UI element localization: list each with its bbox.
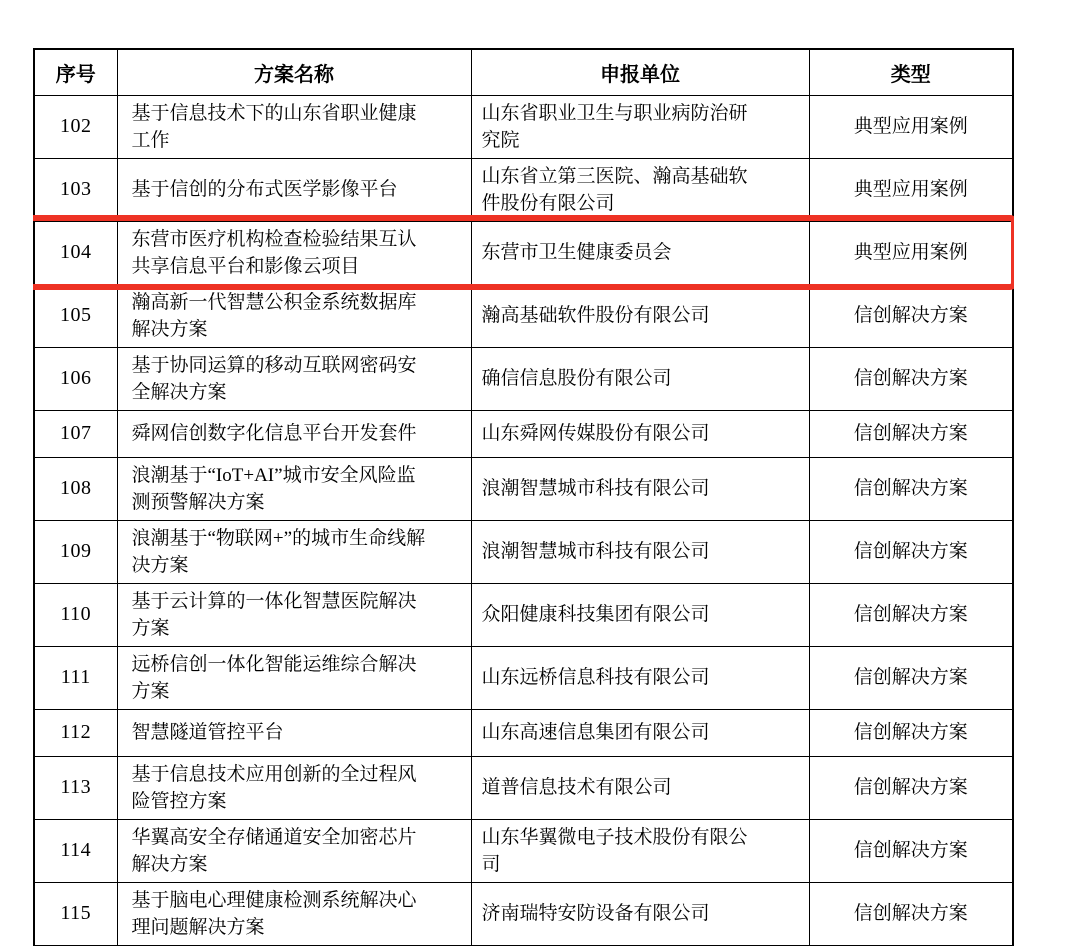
table-container: [33, 48, 1014, 946]
cell-seq: 105: [34, 284, 117, 347]
cell-name: 基于协同运算的移动互联网密码安全解决方案: [117, 347, 471, 410]
cell-name: 远桥信创一体化智能运维综合解决方案: [117, 646, 471, 709]
cell-seq: 106: [34, 347, 117, 410]
table-row: [34, 583, 1013, 646]
cell-seq: 102: [34, 95, 117, 158]
cell-type: 典型应用案例: [809, 95, 1013, 158]
cell-org: 东营市卫生健康委员会: [471, 221, 809, 284]
table-row: [34, 819, 1013, 882]
cell-org: 山东远桥信息科技有限公司: [471, 646, 809, 709]
col-header-name: 方案名称: [117, 49, 471, 95]
cell-name: 浪潮基于“物联网+”的城市生命线解决方案: [117, 520, 471, 583]
cell-seq: 115: [34, 882, 117, 945]
cell-seq: 108: [34, 457, 117, 520]
cell-type: 信创解决方案: [809, 882, 1013, 945]
cell-org: 道普信息技术有限公司: [471, 756, 809, 819]
cell-name: 瀚高新一代智慧公积金系统数据库解决方案: [117, 284, 471, 347]
table-row: [34, 95, 1013, 158]
cell-name: 智慧隧道管控平台: [117, 709, 471, 756]
cell-seq: 112: [34, 709, 117, 756]
cell-org: 山东舜网传媒股份有限公司: [471, 410, 809, 457]
table-row: [34, 284, 1013, 347]
cell-seq: 103: [34, 158, 117, 221]
cell-seq: 113: [34, 756, 117, 819]
cell-org: 山东华翼微电子技术股份有限公司: [471, 819, 809, 882]
table-row: [34, 158, 1013, 221]
cell-name: 基于云计算的一体化智慧医院解决方案: [117, 583, 471, 646]
plans-table: [33, 48, 1014, 946]
cell-name: 基于信息技术应用创新的全过程风险管控方案: [117, 756, 471, 819]
cell-type: 信创解决方案: [809, 284, 1013, 347]
cell-org: 众阳健康科技集团有限公司: [471, 583, 809, 646]
table-row: [34, 709, 1013, 756]
table-row: [34, 520, 1013, 583]
table-row: [34, 347, 1013, 410]
cell-name: 基于信创的分布式医学影像平台: [117, 158, 471, 221]
cell-name: 基于信息技术下的山东省职业健康工作: [117, 95, 471, 158]
cell-type: 信创解决方案: [809, 520, 1013, 583]
cell-seq: 104: [34, 221, 117, 284]
cell-seq: 110: [34, 583, 117, 646]
cell-seq: 114: [34, 819, 117, 882]
table-row-highlighted: [34, 221, 1013, 284]
cell-name: 基于脑电心理健康检测系统解决心理问题解决方案: [117, 882, 471, 945]
table-row: [34, 410, 1013, 457]
cell-type: 信创解决方案: [809, 347, 1013, 410]
cell-org: 瀚高基础软件股份有限公司: [471, 284, 809, 347]
cell-type: 典型应用案例: [809, 158, 1013, 221]
col-header-type: 类型: [809, 49, 1013, 95]
cell-type: 信创解决方案: [809, 410, 1013, 457]
cell-name: 华翼高安全存储通道安全加密芯片解决方案: [117, 819, 471, 882]
cell-name: 东营市医疗机构检查检验结果互认共享信息平台和影像云项目: [117, 221, 471, 284]
cell-org: 山东省职业卫生与职业病防治研究院: [471, 95, 809, 158]
cell-org: 浪潮智慧城市科技有限公司: [471, 520, 809, 583]
table-row: [34, 882, 1013, 945]
cell-seq: 107: [34, 410, 117, 457]
col-header-seq: 序号: [34, 49, 117, 95]
cell-type: 典型应用案例: [809, 221, 1013, 284]
cell-org: 山东省立第三医院、瀚高基础软件股份有限公司: [471, 158, 809, 221]
col-header-org: 申报单位: [471, 49, 809, 95]
cell-type: 信创解决方案: [809, 819, 1013, 882]
header-row: [34, 49, 1013, 95]
cell-type: 信创解决方案: [809, 583, 1013, 646]
cell-org: 浪潮智慧城市科技有限公司: [471, 457, 809, 520]
cell-type: 信创解决方案: [809, 756, 1013, 819]
cell-name: 浪潮基于“IoT+AI”城市安全风险监测预警解决方案: [117, 457, 471, 520]
cell-type: 信创解决方案: [809, 709, 1013, 756]
cell-name: 舜网信创数字化信息平台开发套件: [117, 410, 471, 457]
table-row: [34, 756, 1013, 819]
cell-org: 山东高速信息集团有限公司: [471, 709, 809, 756]
cell-type: 信创解决方案: [809, 646, 1013, 709]
table-row: [34, 457, 1013, 520]
table-row: [34, 646, 1013, 709]
cell-org: 济南瑞特安防设备有限公司: [471, 882, 809, 945]
cell-org: 确信信息股份有限公司: [471, 347, 809, 410]
cell-seq: 111: [34, 646, 117, 709]
cell-seq: 109: [34, 520, 117, 583]
cell-type: 信创解决方案: [809, 457, 1013, 520]
